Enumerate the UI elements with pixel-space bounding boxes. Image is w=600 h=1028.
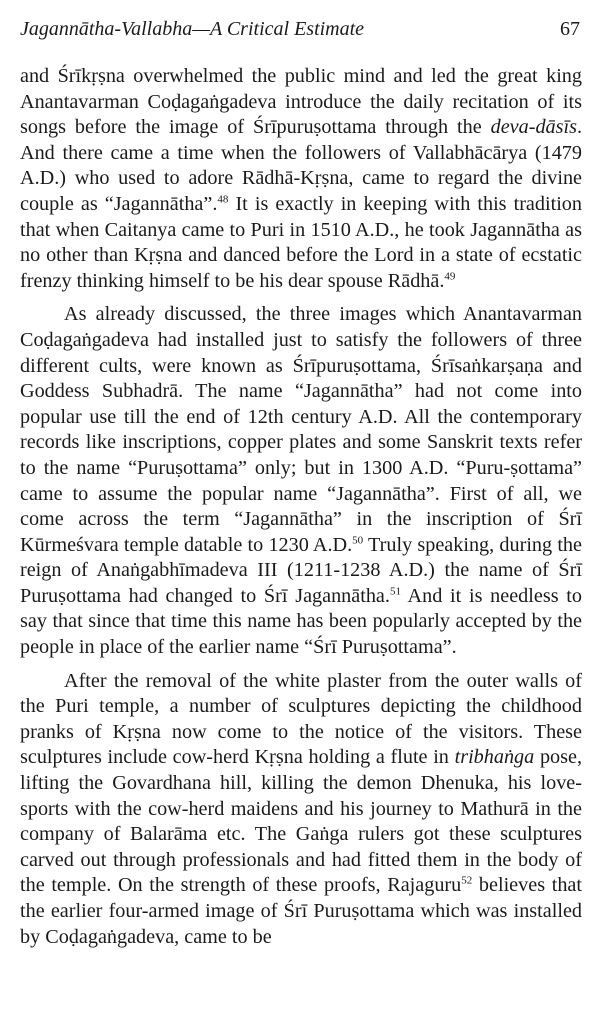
text-run: And it is needless to say that since that time this name has been popularly accepted by the people in place of the earlier name “Śrī Puruṣottama”. [20, 584, 582, 659]
italic-term: tribhaṅga [454, 746, 535, 769]
text-run: . And there came a time when the followers of Vallabhācārya (1479 A.D.) who used to adore Rādhā-Kṛṣna, came to regard the divine couple as “Jagannātha”. [20, 116, 582, 215]
text-run: and Śrīkṛṣna overwhelmed the public mind and led the great king Anantavarman Coḍagaṅgadeva introduce the daily recitation of its songs before the image of Śrīpuruṣottama through the [20, 65, 582, 139]
paragraph-2 [20, 302, 582, 660]
text-run: Truly speaking, during the reign of Anaṅgabhīmadeva III (1211-1238 A.D.) the name of Śrī Puruṣottama had changed to Śrī Jagannātha. [20, 533, 582, 607]
italic-term: deva-dāsīs [490, 116, 577, 139]
body-text [20, 64, 582, 950]
footnote-marker: 52 [461, 874, 473, 887]
footnote-marker: 51 [389, 585, 401, 598]
footnote-marker: 49 [444, 270, 456, 283]
footnote-marker: 50 [352, 533, 364, 546]
footnote-marker: 48 [217, 193, 229, 206]
text-run: pose, lifting the Govardhana hill, killing the demon Dhenuka, his love-sports with the cow-herd maidens and his journey to Mathurā in the company of Balarāma etc. The Gaṅga rulers got these sculptures carved out through professionals and had fitted them in the body of the temple. On the strength of these proofs, Rajaguru [20, 746, 582, 897]
page-number: 67 [560, 18, 580, 40]
paragraph-1 [20, 64, 582, 294]
text-run: believes that the earlier four-armed image of Śrī Puruṣottama which was installed by Coḍagaṅgadeva, came to be [20, 874, 582, 948]
text-run: As already discussed, the three images which Anantavarman Coḍagaṅgadeva had installed just to satisfy the followers of three different cults, were known as Śrīpuruṣottama, Śrīsaṅkarṣaṇa and Goddess Subhadrā. The name “Jagannātha” had not come into popular use till the end of 12th century A.D. All the contemporary records like inscriptions, copper plates and some Sanskrit texts refer to the name “Puruṣottama” only; but in 1300 A.D. “Puru-ṣottama” came to assume the popular name “Jagannātha”. First of all, we come across the term “Jagannātha” in the inscription of Śrī Kūrmeśvara temple datable to 1230 A.D. [20, 303, 582, 556]
text-run: It is exactly in keeping with this tradition that when Caitanya came to Puri in 1510 A.D., he took Jagannātha as no other than Kṛṣna and danced before the Lord in a state of ecstatic frenzy thinking himself to be his dear spouse Rādhā. [20, 192, 582, 292]
running-title: Jagannātha-Vallabha—A Critical Estimate [20, 18, 365, 40]
page-header [20, 18, 582, 48]
text-run: After the removal of the white plaster from the outer walls of the Puri temple, a number of sculptures depicting the childhood pranks of Kṛṣna now come to the notice of the visitors. These sculptures include cow-herd Kṛṣna holding a flute in [20, 669, 582, 769]
paragraph-3 [20, 669, 582, 951]
